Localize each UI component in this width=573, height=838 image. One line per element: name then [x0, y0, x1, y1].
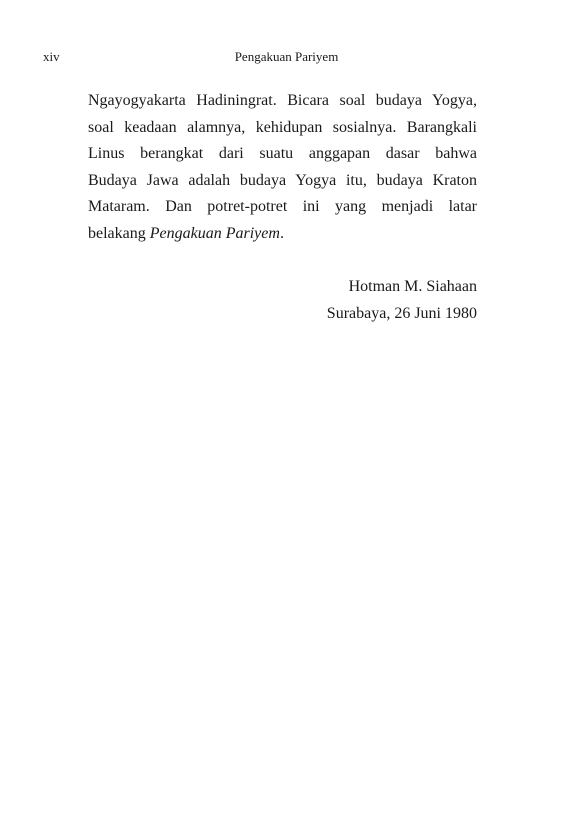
text-line-suffix: .: [279, 224, 284, 242]
text-line-last: [88, 221, 477, 248]
text-line: Mataram. Dan potret-potret ini yang menjadi latar: [88, 198, 477, 216]
text-line: Ngayogyakarta Hadiningrat. Bicara soal budaya Yogya,: [88, 92, 477, 109]
text-line: Budaya Jawa adalah budaya Yogya itu, budaya Kraton: [88, 171, 477, 189]
place-date: Surabaya, 26 Juni 1980: [326, 305, 477, 322]
book-title-italic: Pengakuan Pariyem: [149, 224, 280, 242]
signature-block: [327, 273, 477, 327]
text-line: soal keadaan alamnya, kehidupan sosialnya. Barangkali: [88, 118, 477, 136]
running-head: Pengakuan Pariyem: [234, 49, 339, 64]
text-line-prefix: belakang: [88, 224, 150, 242]
text-line: Linus berangkat dari suatu anggapan dasar bahwa: [88, 145, 477, 163]
author-name: Hotman M. Siahaan: [348, 278, 477, 295]
body-paragraph: [88, 88, 477, 248]
page-number: xiv: [43, 49, 60, 64]
